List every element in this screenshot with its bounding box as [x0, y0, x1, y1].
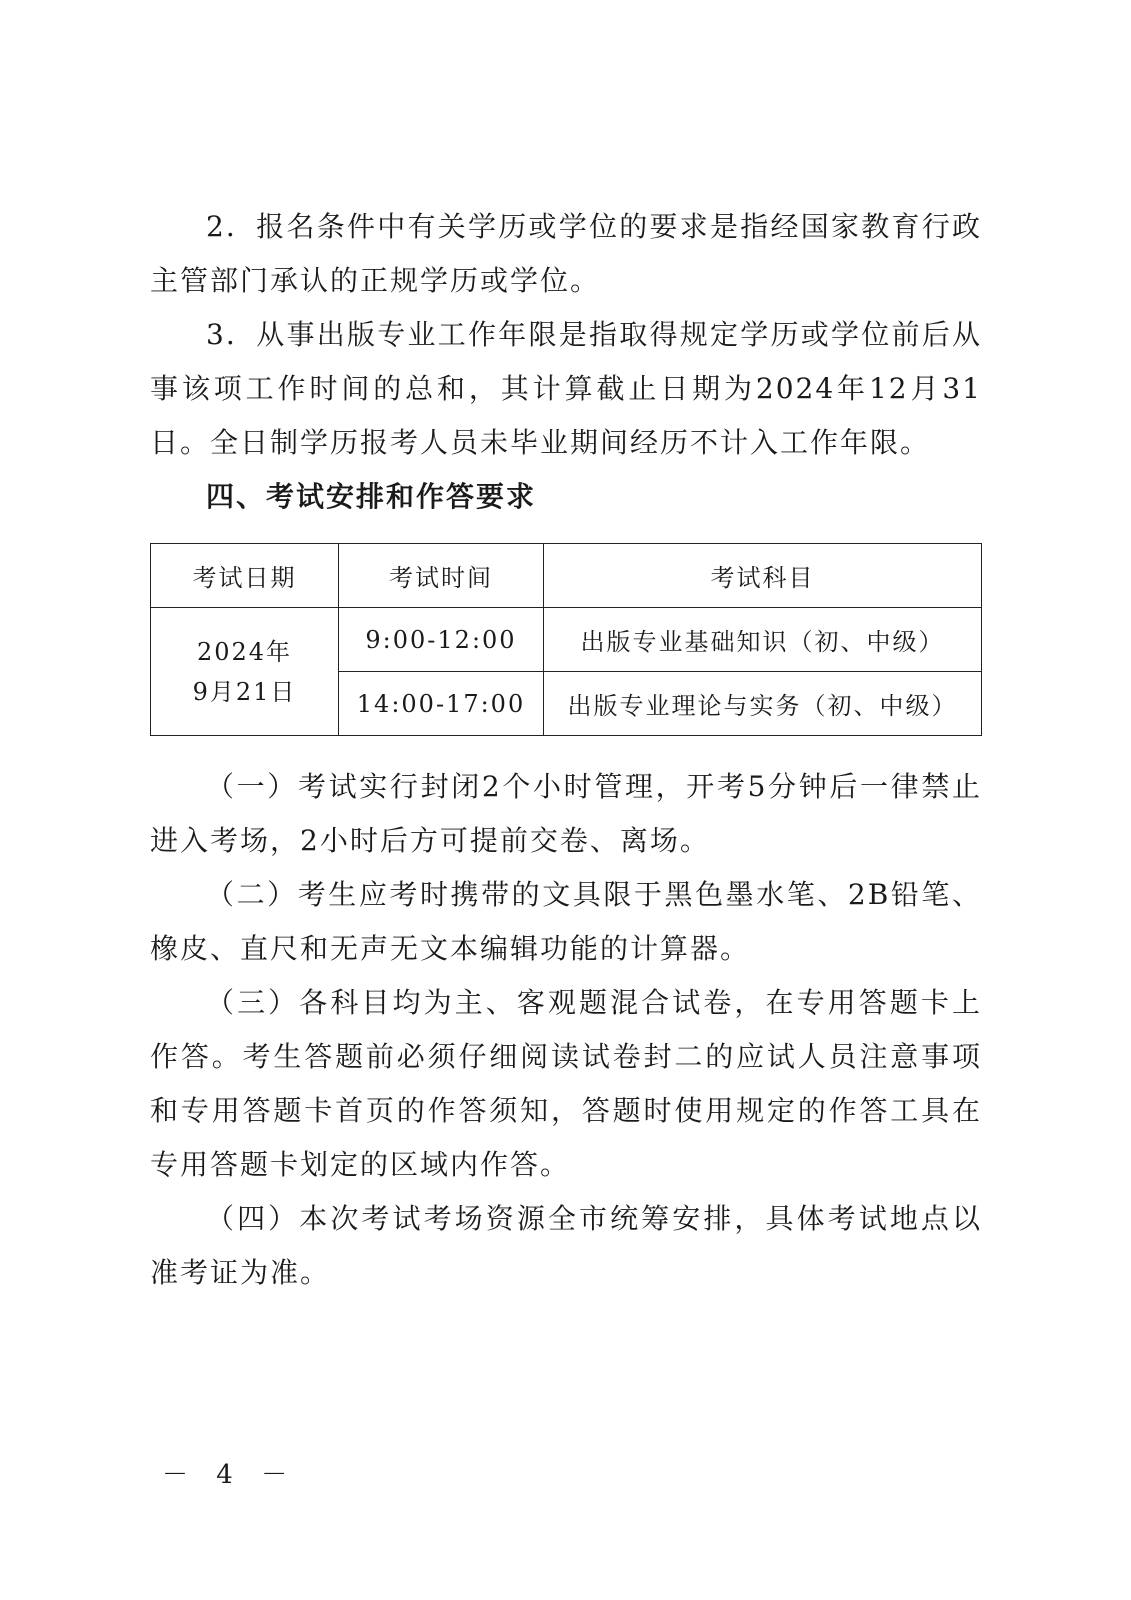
header-exam-subject: 考试科目 [544, 544, 982, 608]
exam-time-afternoon: 14:00-17:00 [339, 672, 544, 736]
exam-subject-morning: 出版专业基础知识（初、中级） [544, 608, 982, 672]
table-header-row [151, 544, 982, 608]
paragraph-item-3: （三）各科目均为主、客观题混合试卷，在专用答题卡上作答。考生答题前必须仔细阅读试卷封二的应试人员注意事项和专用答题卡首页的作答须知，答题时使用规定的作答工具在专用答题卡划定的区域内作答。 [150, 986, 982, 1181]
paragraph-item-1: （一）考试实行封闭2个小时管理，开考5分钟后一律禁止进入考场，2小时后方可提前交卷、离场。 [150, 770, 982, 857]
header-exam-date: 考试日期 [151, 544, 339, 608]
exam-date-day: 9月21日 [192, 677, 297, 706]
exam-date-year: 2024年 [196, 637, 293, 666]
paragraph-education-requirement: 2．报名条件中有关学历或学位的要求是指经国家教育行政主管部门承认的正规学历或学位。 [150, 210, 982, 297]
paragraph-item-2: （二）考生应考时携带的文具限于黑色墨水笔、2B铅笔、橡皮、直尺和无声无文本编辑功能的计算器。 [150, 878, 982, 965]
page-number: － 4 － [162, 1460, 298, 1490]
exam-time-morning: 9:00-12:00 [339, 608, 544, 672]
header-exam-time: 考试时间 [339, 544, 544, 608]
exam-subject-afternoon: 出版专业理论与实务（初、中级） [544, 672, 982, 736]
paragraph-item-4: （四）本次考试考场资源全市统筹安排，具体考试地点以准考证为准。 [150, 1202, 982, 1289]
section-heading-exam-arrangement: 四、考试安排和作答要求 [206, 480, 537, 513]
exam-schedule-table [150, 543, 982, 736]
table-row [151, 608, 982, 672]
paragraph-work-years: 3．从事出版专业工作年限是指取得规定学历或学位前后从事该项工作时间的总和，其计算截止日期为2024年12月31日。全日制学历报考人员未毕业期间经历不计入工作年限。 [150, 318, 982, 459]
exam-date-cell [151, 608, 339, 736]
